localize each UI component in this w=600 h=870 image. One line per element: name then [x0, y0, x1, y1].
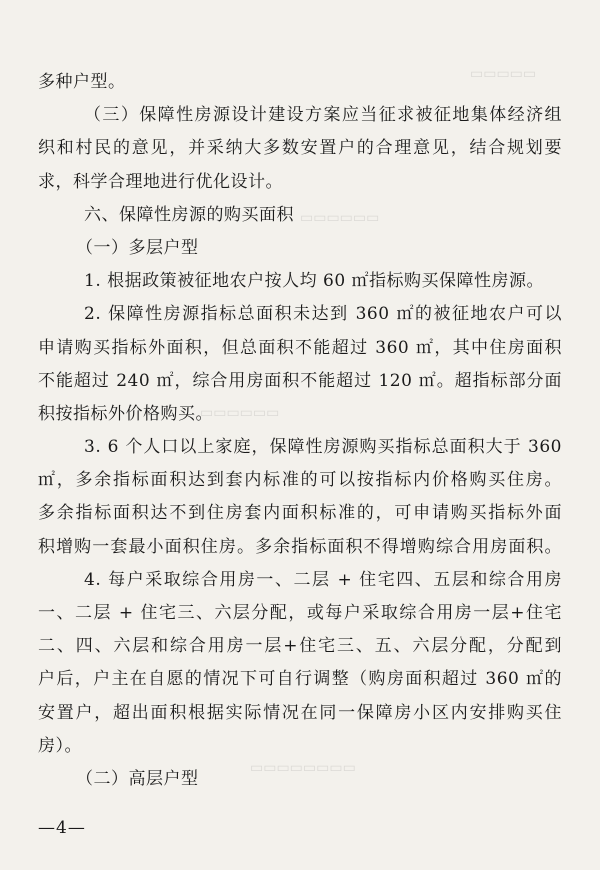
text-line: 求，科学合理地进行优化设计。	[38, 171, 283, 192]
show-through-texture: ▭▭▭▭▭▭	[300, 210, 380, 226]
text-line: 积按指标外价格购买。	[38, 403, 213, 424]
document-body	[38, 66, 562, 796]
text-line: 1. 根据政策被征地农户按人均 60 ㎡指标购买保障性房源。	[84, 271, 545, 292]
text-line: 户后，户主在自愿的情况下可自行调整（购房面积超过 360 ㎡的	[38, 669, 562, 690]
text-line: 安置户，超出面积根据实际情况在同一保障房小区内安排购买住	[38, 702, 562, 723]
text-line: 积增购一套最小面积住房。多余指标面积不得增购综合用房面积。	[38, 536, 562, 557]
text-line: （三）保障性房源设计建设方案应当征求被征地集体经济组	[84, 105, 562, 126]
text-line: 一、二层 + 住宅三、六层分配，或每户采取综合用房一层+住宅	[38, 603, 562, 623]
text-line: 不能超过 240 ㎡，综合用房面积不能超过 120 ㎡。超指标部分面	[38, 370, 562, 391]
text-line: 多余指标面积达不到住房套内面积标准的，可申请购买指标外面	[38, 503, 562, 524]
text-line: 2. 保障性房源指标总面积未达到 360 ㎡的被征地农户可以	[84, 304, 562, 325]
text-line: ㎡，多余指标面积达到套内标准的可以按指标内价格购买住房。	[38, 470, 562, 491]
show-through-texture: ▭▭▭▭▭▭	[200, 405, 280, 421]
text-line: 二、四、六层和综合用房一层+住宅三、五、六层分配，分配到	[38, 636, 562, 657]
text-line: 申请购买指标外面积，但总面积不能超过 360 ㎡，其中住房面积	[38, 337, 562, 358]
text-line: 织和村民的意见，并采纳大多数安置户的合理意见，结合规划要	[38, 138, 562, 159]
show-through-texture: ▭▭▭▭▭▭▭▭	[250, 760, 356, 776]
section-heading: 六、保障性房源的购买面积	[84, 204, 294, 225]
text-line: 房）。	[38, 735, 82, 756]
text-line: 3. 6 个人口以上家庭，保障性房源购买指标总面积大于 360	[84, 437, 562, 458]
text-line: 4. 每户采取综合用房一、二层 + 住宅四、五层和综合用房	[84, 569, 562, 590]
text-line: 多种户型。	[38, 72, 126, 92]
subsection-heading: （二）高层户型	[76, 768, 199, 789]
subsection-heading: （一）多层户型	[76, 237, 199, 258]
show-through-texture: ▭▭▭▭▭	[470, 66, 537, 82]
page-number: —4—	[38, 818, 86, 838]
